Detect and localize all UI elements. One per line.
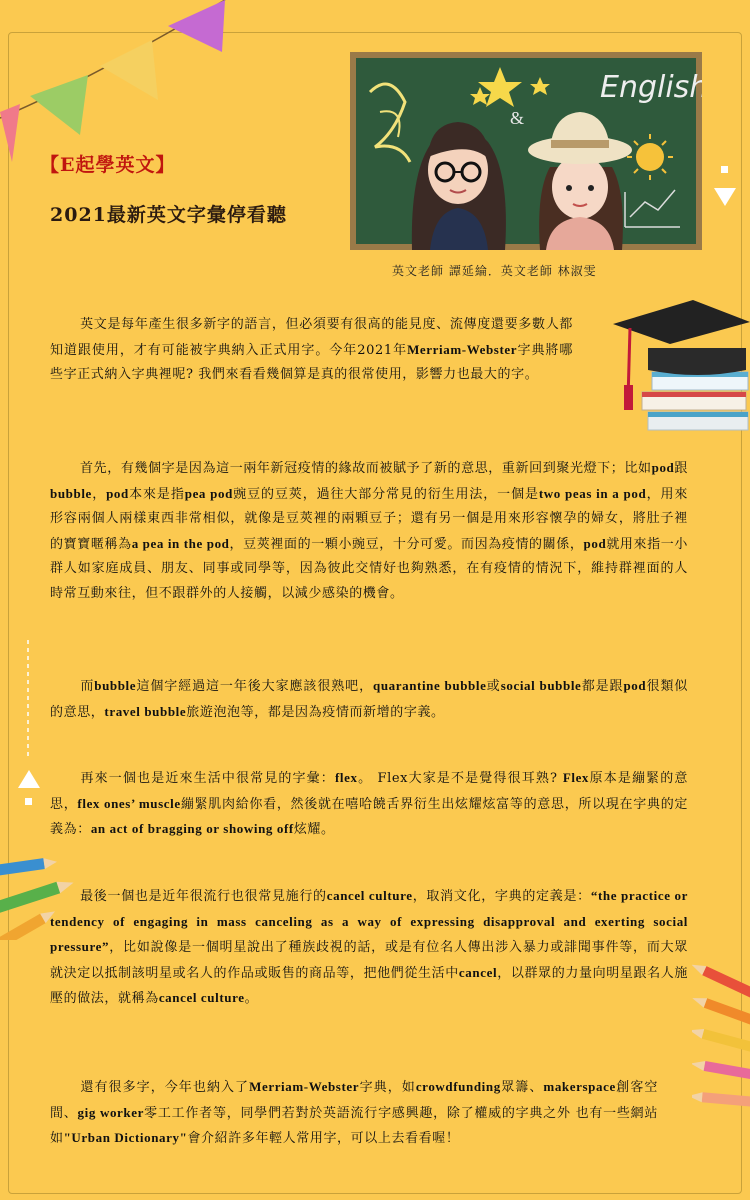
p6-term: Merriam-Webster	[249, 1079, 360, 1094]
p2-text: ，豆莢裡面的一顆小豌豆，十分可愛。而因為疫情的關係，	[229, 536, 584, 552]
paragraph-cancel-culture	[50, 884, 688, 1012]
board-amp: &	[510, 108, 525, 128]
teacher-credit: 英文老師 譚延綸．英文老師 林淑雯	[392, 264, 597, 278]
board-text: English	[600, 70, 702, 105]
chalkboard-illustration	[350, 52, 702, 250]
p6-text: 會介紹許多年輕人常用字，可以上去看看喔！	[187, 1131, 460, 1146]
p2-term: pod	[651, 460, 675, 475]
p3-text: 旅遊泡泡等，都是因為疫情而新增的字義。	[186, 704, 445, 720]
p2-term: bubble	[50, 485, 92, 501]
p2-term: a pea in the pod	[131, 535, 230, 551]
p6-text: 字典，如	[359, 1080, 416, 1095]
bunting-flag	[168, 0, 225, 52]
paragraph-more-words	[50, 1075, 658, 1152]
p5-definition: “the practice or tendency of engaging in mass canceling as a way of expressing disapproval and exerting social pressure”	[50, 888, 688, 954]
p5-text: 。	[244, 991, 259, 1006]
p3-term: pod	[623, 678, 647, 693]
p2-term: pea pod	[184, 485, 233, 501]
p2-text: 豌豆的豆莢，過往大部分常見的衍生用法，一個是	[232, 486, 539, 502]
p1-term: Merriam-Webster	[407, 341, 518, 357]
p5-text: ，以群眾的力量向明星跟名人施壓的做法，就稱為	[50, 965, 688, 1006]
p4-term: an act of bragging or showing off	[90, 821, 294, 836]
paragraph-flex	[50, 766, 688, 843]
dashed-line	[26, 640, 30, 760]
p3-text: 都是跟	[581, 679, 624, 694]
p4-text: 原本是繃緊的意思，	[50, 771, 688, 812]
p6-term: "Urban Dictionary"	[63, 1130, 188, 1145]
p1-text: 英文是每年產生很多新字的語言，但必須要有很高的能見度、流傳度還要多數人都知道跟使用，才有可能被字典納入正式用字。今年2021年	[50, 317, 573, 358]
p3-term: bubble	[94, 678, 137, 693]
p5-term: cancel culture	[326, 888, 413, 903]
p5-text: 最後一個也是近年很流行也很常見施行的	[80, 889, 327, 904]
p2-text: ，用來形容兩個人兩樣東西非常相似，就像是豆莢裡的兩顆豆子；還有另一個是用來形容懷孕的婦女，將肚子裡的寶寶暱稱為	[50, 486, 688, 552]
p3-term: social bubble	[500, 678, 582, 693]
p2-text: 就用來指一小群人如家庭成員、朋友、同事或同學等，因為彼此交情好也夠熟悉，在有疫情的情況下，維持群裡面的人時常互動來往，但不跟群外的人接觸，以減少感染的機會。	[50, 536, 688, 601]
p5-term: cancel culture	[158, 990, 245, 1005]
p4-term: flex	[334, 770, 358, 785]
p3-text: 很類似的意思，	[50, 679, 688, 720]
p2-text: ，	[91, 486, 107, 502]
p6-term: gig worker	[77, 1104, 144, 1120]
graduation-cap-books-icon	[608, 300, 750, 435]
page-title: 2021最新英文字彙停看聽	[50, 204, 287, 226]
p2-text: 本來是指	[128, 486, 185, 502]
p6-text: 還有很多字，今年也納入了	[80, 1080, 250, 1095]
paragraph-pod	[50, 456, 688, 606]
p6-term: crowdfunding	[415, 1079, 501, 1094]
p6-text: 創客空間、	[50, 1080, 658, 1121]
p3-term: quarantine bubble	[372, 678, 487, 693]
triangle-marker-icon	[16, 768, 42, 812]
p5-text: ，取消文化，字典的定義是：	[412, 889, 591, 904]
p2-term: pod	[106, 485, 129, 501]
triangle-marker-icon	[712, 162, 738, 210]
p2-term: two peas in a pod	[538, 485, 647, 501]
p6-text: 零工工作者等，同學們若對於英語流行字感興趣，除了權威的字典之外 也有一些網站如	[50, 1105, 658, 1146]
paragraph-intro	[50, 313, 573, 388]
colored-pencils-icon	[692, 960, 750, 1130]
p4-text: 。 Flex大家是不是覺得很耳熟?	[357, 771, 563, 786]
p4-text: 再來一個也是近來生活中很常見的字彙：	[80, 771, 335, 786]
p5-term: cancel	[458, 964, 498, 980]
p3-text: 這個字經過這一年後大家應該很熟吧，	[136, 679, 373, 694]
p6-text: 眾籌、	[500, 1080, 544, 1095]
p4-text: 炫耀。	[293, 822, 335, 837]
p3-term: travel bubble	[104, 703, 187, 719]
bunting-flag	[100, 40, 158, 100]
p6-term: makerspace	[543, 1079, 616, 1094]
p3-text: 或	[486, 679, 501, 694]
bunting-decoration	[0, 0, 240, 170]
p2-text: 首先，有幾個字是因為這一兩年新冠疫情的緣故而被賦予了新的意思，重新回到聚光燈下；比如	[80, 461, 652, 476]
p1-text: 字典將哪些字正式納入字典裡呢? 我們來看看幾個算是真的很常使用，影響力也最大的字。	[50, 342, 573, 382]
p4-text: 繃緊肌肉給你看，然後就在嘻哈饒舌界衍生出炫耀炫富等的意思，所以現在字典的定義為：	[50, 796, 688, 837]
p2-term: pod	[583, 535, 607, 551]
p4-term: Flex	[562, 770, 590, 785]
paragraph-bubble	[50, 674, 688, 725]
bunting-flag	[0, 104, 20, 162]
bunting-flag	[30, 75, 88, 135]
p4-term: flex ones’ muscle	[77, 795, 181, 811]
p2-text: 跟	[674, 461, 689, 476]
p5-text: ，比如說像是一個明星說出了種族歧視的話，或是有位名人傳出涉入暴力或誹聞事件等，而大眾就決定以抵制該明星或名人的作品或販售的商品等，把他們從生活中	[50, 940, 688, 981]
p3-text: 而	[80, 679, 95, 694]
pencils-icon	[0, 850, 90, 940]
series-title: 【E起學英文】	[40, 154, 176, 176]
